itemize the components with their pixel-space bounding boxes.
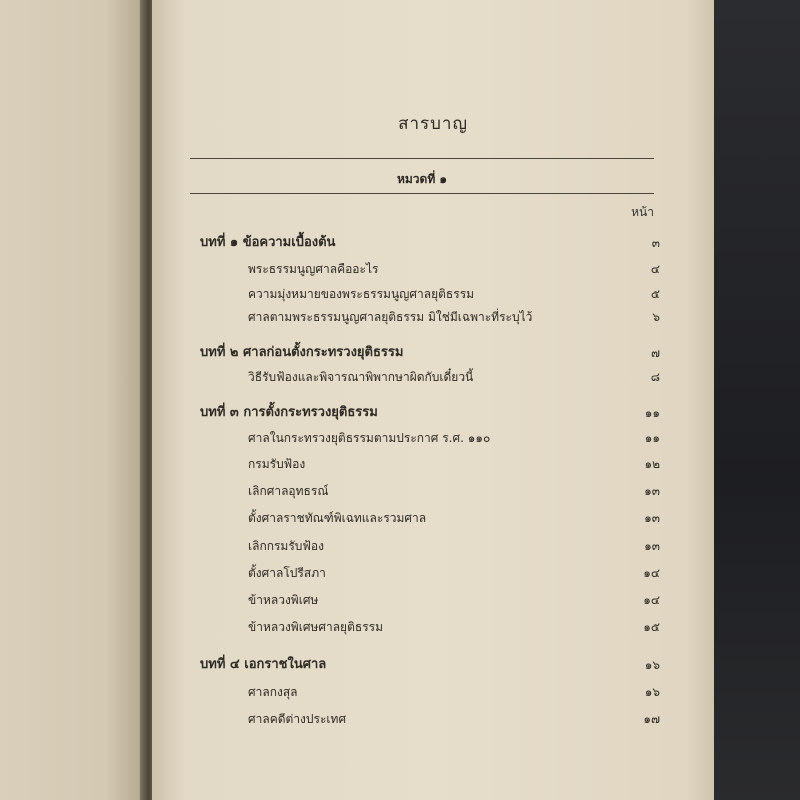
toc-page-number: ๑๓: [644, 484, 660, 498]
toc-entry-text: วิธีรับฟ้องและพิจารณาพิพากษาผิดกับเดี๋ยวนี้: [248, 370, 474, 384]
toc-page-number: ๑๔: [643, 593, 660, 607]
toc-entry-text: บทที่ ๔ เอกราชในศาล: [200, 657, 327, 672]
toc-subentry: [248, 617, 660, 637]
toc-page-number: ๑๔: [643, 566, 660, 580]
toc-entry-text: ตั้งศาลราชทัณฑ์พิเฉทและรวมศาล: [248, 511, 427, 525]
toc-subentry: [248, 367, 660, 387]
toc-entry-text: เลิกกรมรับฟ้อง: [248, 539, 324, 553]
toc-entry-text: กรมรับฟ้อง: [248, 457, 306, 471]
toc-page-number: ๑๓: [644, 511, 660, 525]
toc-subentry: [248, 536, 660, 556]
page-title: สารบาญ: [398, 114, 468, 134]
toc-subentry: [248, 481, 660, 501]
toc-chapter: [200, 233, 660, 253]
toc-entry-text: ข้าหลวงพิเศษศาลยุติธรรม: [248, 620, 383, 634]
toc-entry-text: ข้าหลวงพิเศษ: [248, 593, 319, 607]
toc-subentry: [248, 307, 660, 327]
toc-subentry: [248, 428, 660, 448]
toc-entry-text: ตั้งศาลโปรีสภา: [248, 566, 326, 580]
toc-entry-text: ศาลคดีต่างประเทศ: [248, 712, 347, 726]
toc-page-number: ๔: [650, 262, 660, 276]
toc-page-number: ๗: [650, 346, 660, 360]
toc-entry-text: เลิกศาลอุทธรณ์: [248, 484, 329, 498]
book-page: [152, 0, 714, 800]
toc-chapter: [200, 403, 660, 423]
toc-page-number: ๑๓: [644, 539, 660, 553]
toc-entry-text: บทที่ ๒ ศาลก่อนตั้งกระทรวงยุติธรรม: [200, 345, 404, 360]
toc-subentry: [248, 508, 660, 528]
top-rule: [190, 158, 654, 159]
toc-page-number: ๑๒: [644, 457, 660, 471]
section-heading: หมวดที่ ๑: [396, 172, 448, 186]
toc-subentry: [248, 259, 660, 279]
toc-entry-text: ศาลในกระทรวงยุติธรรมตามประกาศ ร.ศ. ๑๑๐: [248, 431, 491, 445]
toc-subentry: [248, 590, 660, 610]
toc-subentry: [248, 454, 660, 474]
toc-subentry: [248, 563, 660, 583]
toc-page-number: ๘: [650, 370, 660, 384]
toc-page-number: ๑๗: [643, 712, 660, 726]
toc-chapter: [200, 343, 660, 363]
page-column-header: หน้า: [631, 205, 654, 219]
toc-entry-text: บทที่ ๓ การตั้งกระทรวงยุติธรรม: [200, 405, 378, 420]
toc-page-number: ๑๕: [643, 620, 660, 634]
toc-page-number: ๕: [650, 287, 660, 301]
toc-entry-text: บทที่ ๑ ข้อความเบื้องต้น: [200, 235, 336, 250]
toc-page-number: ๑๑: [644, 431, 660, 445]
toc-page-number: ๑๖: [644, 658, 660, 672]
toc-subentry: [248, 682, 660, 702]
toc-entry-text: ศาลกงสุล: [248, 685, 298, 699]
toc-entry-text: ศาลตามพระธรรมนูญศาลยุติธรรม มิใช่มีเฉพาะที่ระบุไว้: [248, 310, 533, 324]
left-page: [0, 0, 150, 800]
toc-entry-text: พระธรรมนูญศาลคืออะไร: [248, 262, 379, 276]
toc-page-number: ๑๑: [644, 406, 660, 420]
toc-subentry: [248, 709, 660, 729]
toc-chapter: [200, 655, 660, 675]
background: [712, 0, 800, 800]
bottom-rule: [190, 193, 654, 194]
toc-entry-text: ความมุ่งหมายของพระธรรมนูญศาลยุติธรรม: [248, 287, 475, 301]
toc-page-number: ๖: [652, 310, 660, 324]
toc-subentry: [248, 284, 660, 304]
toc-page-number: ๑๖: [644, 685, 660, 699]
toc-page-number: ๓: [651, 236, 660, 250]
